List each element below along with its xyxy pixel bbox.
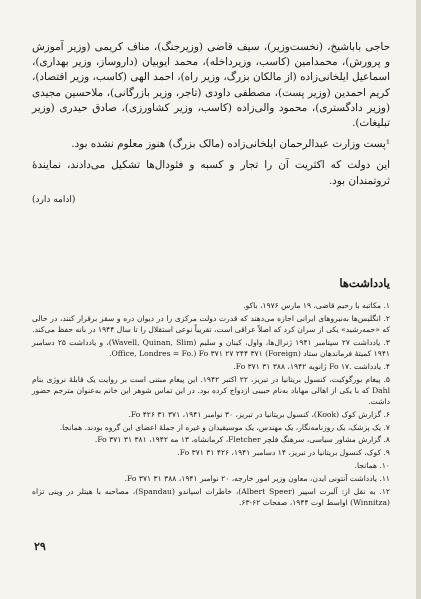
- note-item: ۶. گزارش کوک (Kook)، کنسول بریتانیا در تبریز، ۳۰ نوامبر ۱۹۴۱، ۳۷۱ ۳۱ ۴۲۶ Fo.: [128, 409, 390, 419]
- ministry-note-paragraph: ¹پست وزارت عبدالرحمان ایلخانی‌زاده (مالک بزرگ) هنوز معلوم نشده بود.: [71, 138, 390, 151]
- main-text-block: [32, 40, 390, 208]
- note-item: ۳. یادداشت ۲۷ سپتامبر ۱۹۴۱ ژنرال‌ها، واول، کینان و سلیم (Wavell, Quinan, Slim)، و یادداشت ۲۵ دسامبر ۱۹۴۱ کمیتهٔ فرماندهان ستاد Office, Londres = Fo.) Fo ۳۷۱ ۲۷ ۲۴۴ ۳۷۱ (Foreign).: [32, 337, 390, 358]
- note-item: ۱. مکاتبه با رحیم قاضی، ۱۹ مارس ۱۹۷۶، باکو.: [243, 301, 390, 310]
- note-item: ۵. پیغام بورگوکیت، کنسول بریتانیا در تبریز، ۲۲ اکتبر ۱۹۴۲. این پیغام مبتنی است بر روایت یک قابلهٔ نروژی بنام Dahl که با یکی از اهالی مهاباد به‌نام حبیبی ازدواج کرده بود. در این تماس شوهر این خانم به‌عنوان مترجم حضور داشت.: [32, 374, 390, 406]
- government-summary-paragraph: این دولت که اکثریت آن را تجار و کسبه و فئودال‌ها تشکیل می‌دادند، نمایندهٔ ثروتمندان بود.: [32, 159, 390, 187]
- page-number: ۲۹: [34, 540, 46, 553]
- note-item: ۲. انگلیس‌ها به‌نیروهای ایرانی اجازه می‌دهند که قدرت دولت مرکزی را در دیوان دره و سقز برقرار کنند، در حالی که «حمه‌رشید» یکی از سران کرد که اصلاً عراقی است، تقریباً نوعی استقلال را تا سال ۱۹۴۴ در بانه حفظ می‌کند.: [32, 313, 390, 334]
- note-item: ۱۲. به نقل از: آلبرت اسپیر (Albert Speer)، خاطرات اسپاندو (Spandau)، مصاحبه با هیتلر در وینی تزاه (Winnitza) اواسط اوت ۱۹۴۴، صفحات ۶۲-۶۳.: [32, 486, 390, 507]
- note-item: ۴. یادداشت .Fo ۱۷ ژانویه ۱۹۴۲، ۳۸۸ ۳۱ ۳۷۱ Fo.: [233, 361, 390, 371]
- continued-label: (ادامه دارد): [32, 194, 76, 205]
- note-item: ۹. کوک، کنسول بریتانیا در تبریز، ۱۴ دسامبر ۱۹۴۱، ۴۲۶ ۳۱ ۳۷۱ Fo.: [177, 448, 390, 458]
- note-item: ۱۰. همانجا.: [354, 460, 390, 470]
- note-item: ۷. یک پزشک، یک روزنامه‌نگار، یک مهندس، یک موسیقیدان و غیره از جملهٔ اعضای این گروه بودند. همانجا.: [59, 422, 390, 432]
- note-item: ۸. گزارش مشاور سیاسی، سرهنگ فلچر Fletcher، کرمانشاه، ۱۳ مه ۱۹۴۲، ۳۸۱ ۳۱ ۳۷۱ Fo.: [94, 435, 390, 445]
- notes-heading: یادداشت‌ها: [339, 276, 390, 290]
- page-edge-shadow: [416, 0, 421, 599]
- note-item: ۱۱. یادداشت آنتونی ایدن، معاون وزیر امور خارجه، ۲۰ نوامبر ۱۹۴۱، ۳۸۸ ۳۱ ۳۷۱ Fo.: [124, 473, 390, 483]
- notes-list: [32, 300, 390, 510]
- cabinet-list-paragraph: حاجی باباشیخ، (نخست‌وزیر)، سیف قاضی (وزیرجنگ)، مناف کریمی (وزیر آموزش و پرورش)، محمدامین (کاسب، وزیرداخله)، محمد ایوبیان (داروساز، وزیر بهداری)، اسماعیل ایلخانی‌زاده (از مالکان بزرگ، وزیر راه)، احمد الهی (کاسب، وزیر اقتصاد)، کریم احمدین (وزیر پست)، مصطفی داودی (تاجر، وزیر بازرگانی)، ملاحسین مجیدی (وزیر دادگستری)، محمود والی‌زاده (کاسب، وزیر کشاورزی)، صادق حیدری (وزیر تبلیغات).: [32, 41, 390, 130]
